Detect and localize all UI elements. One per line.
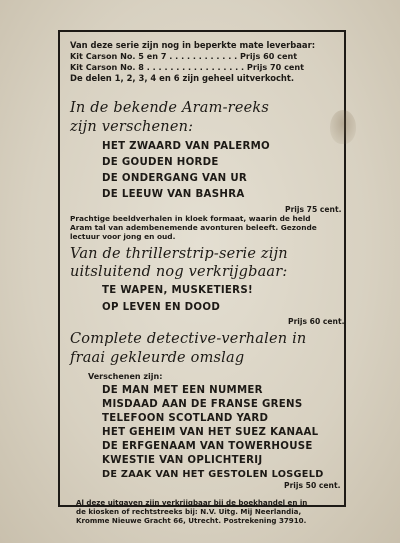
aram-title: DE ONDERGANG VAN UR xyxy=(102,173,248,184)
aram-desc: Prachtige beeldverhalen in kloek formaat, waarin de held xyxy=(70,214,311,223)
sold-out-line: De delen 1, 2, 3, 4 en 6 zijn geheel uitverkocht. xyxy=(70,73,295,83)
aram-heading: In de bekende Aram-reeks xyxy=(70,100,270,116)
kit-carson-8: Kit Carson No. 8 . . . . . . . . . . . . . . . . . Prijs 70 cent xyxy=(70,62,305,72)
aram-heading-2: zijn verschenen: xyxy=(70,119,194,135)
thriller-title: TE WAPEN, MUSKETIERS! xyxy=(102,285,253,296)
detective-title: TELEFOON SCOTLAND YARD xyxy=(102,413,269,424)
footer-line: Kromme Nieuwe Gracht 66, Utrecht. Postrekening 37910. xyxy=(76,516,307,525)
detective-sub: Verschenen zijn: xyxy=(88,372,163,381)
detective-title: DE ZAAK VAN HET GESTOLEN LOSGELD xyxy=(102,469,324,480)
detective-title: DE ERFGENAAM VAN TOWERHOUSE xyxy=(102,441,313,452)
thriller-price: Prijs 60 cent. xyxy=(288,317,345,326)
footer-line: de kiosken of rechtstreeks bij: N.V. Uitg. Mij Neerlandia, xyxy=(76,507,302,516)
aram-title: DE LEEUW VAN BASHRA xyxy=(102,189,245,200)
detective-title: KWESTIE VAN OPLICHTERIJ xyxy=(102,455,263,466)
footer-line: Al deze uitgaven zijn verkrijgbaar bij de boekhandel en in xyxy=(76,498,308,507)
intro-line: Van deze serie zijn nog in beperkte mate leverbaar: xyxy=(70,40,316,50)
aram-desc: Aram tal van adembenemende avonturen beleeft. Gezonde xyxy=(70,223,317,232)
aram-price: Prijs 75 cent. xyxy=(285,205,342,214)
paper-stain xyxy=(330,110,356,144)
aram-title: HET ZWAARD VAN PALERMO xyxy=(102,141,271,152)
aram-desc: lectuur voor jong en oud. xyxy=(70,232,176,241)
detective-title: DE MAN MET EEN NUMMER xyxy=(102,385,263,396)
detective-title: HET GEHEIM VAN HET SUEZ KANAAL xyxy=(102,427,319,438)
kit-carson-5-7: Kit Carson No. 5 en 7 . . . . . . . . . . . . Prijs 60 cent xyxy=(70,51,298,61)
thriller-heading-2: uitsluitend nog verkrijgbaar: xyxy=(70,264,288,280)
detective-heading: Complete detective-verhalen in xyxy=(70,331,307,347)
detective-title: MISDAAD AAN DE FRANSE GRENS xyxy=(102,399,303,410)
thriller-heading: Van de thrillerstrip-serie zijn xyxy=(70,246,288,262)
detective-price: Prijs 50 cent. xyxy=(284,481,341,490)
thriller-title: OP LEVEN EN DOOD xyxy=(102,302,221,313)
aram-title: DE GOUDEN HORDE xyxy=(102,157,219,168)
detective-heading-2: fraai gekleurde omslag xyxy=(70,350,245,366)
